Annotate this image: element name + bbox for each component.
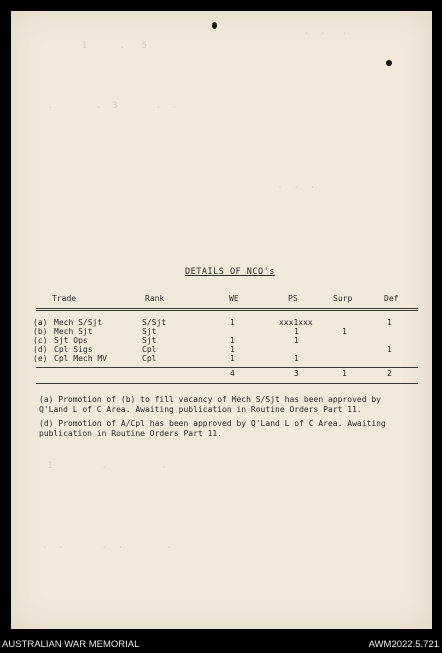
total-surp: 1 — [342, 369, 347, 378]
note-d: (d) Promotion of A/Cpl has been approved by Q'Land L of C Area. Awaiting publication in Routine Orders Part 11. — [39, 419, 386, 438]
row-trade: Cpl Sigs — [54, 345, 93, 354]
table-row — [11, 336, 432, 345]
show-through-text: . . . . . — [31, 541, 172, 551]
table-row — [11, 327, 432, 336]
row-ps: xxx1xxx — [279, 318, 313, 327]
row-trade: Mech Sjt — [54, 327, 93, 336]
row-ps: 1 — [294, 354, 299, 363]
row-mark: (a) — [33, 318, 48, 327]
header-we: WE — [229, 294, 239, 303]
row-rank: Cpl — [142, 354, 157, 363]
header-surp: Surp — [333, 294, 353, 303]
row-ps: 1 — [294, 336, 299, 345]
totals-row — [11, 369, 432, 378]
row-rank: Cpl — [142, 345, 157, 354]
ink-spot — [386, 60, 392, 66]
row-trade: Cpl Mech MV — [54, 354, 107, 363]
footer-accession: AWM2022.5.721 — [368, 639, 439, 650]
header-def: Def — [384, 294, 399, 303]
show-through-text: 1 . 5 — [71, 41, 147, 51]
row-def: 1 — [387, 318, 392, 327]
row-we: 1 — [230, 336, 235, 345]
row-def: 1 — [387, 345, 392, 354]
row-mark: (d) — [33, 345, 48, 354]
row-rank: Sjt — [142, 327, 157, 336]
row-trade: Sjt Ops — [54, 336, 88, 345]
totals-rule-top — [36, 367, 418, 368]
row-we: 1 — [230, 318, 235, 327]
row-we: 1 — [230, 345, 235, 354]
document-page — [11, 11, 432, 629]
note-a: (a) Promotion of (b) to fill vacancy of Mech S/Sjt has been approved by Q'Land L of C Area. Awaiting publication in Routine Orders Part 11. — [39, 395, 381, 414]
row-rank: Sjt — [142, 336, 157, 345]
row-we: 1 — [230, 354, 235, 363]
totals-rule-bottom — [36, 383, 418, 384]
document-title: DETAILS OF NCO's — [185, 267, 275, 277]
table-row — [11, 354, 432, 363]
row-mark: (e) — [33, 354, 48, 363]
show-through-text: . . . — [261, 181, 316, 191]
show-through-text: 1 . . — [31, 461, 167, 471]
show-through-text: . . 3 . . — [31, 101, 178, 111]
row-mark: (b) — [33, 327, 48, 336]
header-rank: Rank — [145, 294, 165, 303]
row-trade: Mech S/Sjt — [54, 318, 103, 327]
row-ps: 1 — [294, 327, 299, 336]
row-mark: (c) — [33, 336, 48, 345]
total-ps: 3 — [294, 369, 299, 378]
footer-bar — [0, 639, 442, 653]
table-row — [11, 318, 432, 327]
table-row — [11, 345, 432, 354]
header-rule — [36, 308, 418, 311]
ink-spot — [212, 22, 217, 29]
total-we: 4 — [230, 369, 235, 378]
footer-source: AUSTRALIAN WAR MEMORIAL — [2, 639, 140, 650]
show-through-text: . . . — [266, 27, 348, 37]
row-surp: 1 — [342, 327, 347, 336]
total-def: 2 — [387, 369, 392, 378]
header-trade: Trade — [52, 294, 77, 303]
header-ps: PS — [288, 294, 298, 303]
row-rank: S/Sjt — [142, 318, 167, 327]
